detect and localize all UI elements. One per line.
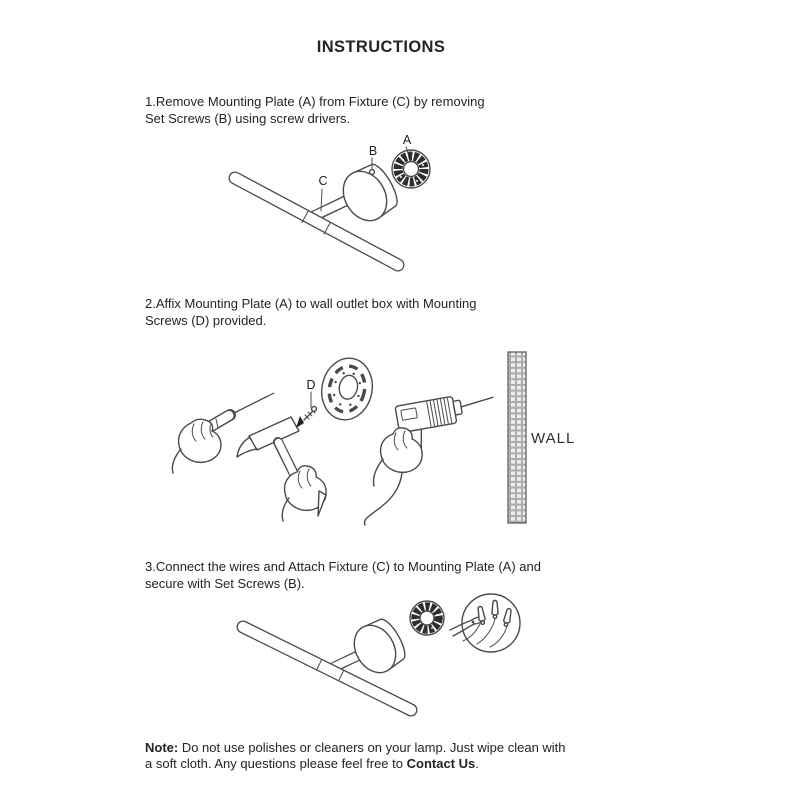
mounting-screw-callout	[296, 378, 316, 428]
note-line-2: a soft cloth. Any questions please feel free to Contact Us.	[145, 756, 479, 772]
step-2-text	[145, 296, 476, 329]
step-3-text	[145, 559, 541, 592]
step-2-line-2: Screws (D) provided.	[145, 312, 267, 328]
page-title: INSTRUCTIONS	[316, 38, 446, 56]
step-3-line-1: 3.Connect the wires and Attach Fixture (C) to Mounting Plate (A) and	[145, 559, 541, 574]
step-1-line-2: Set Screws (B) using screw drivers.	[145, 110, 351, 126]
label-d: D	[306, 378, 316, 392]
step-1-text	[145, 94, 485, 127]
label-b: B	[368, 144, 378, 158]
hammer-hand-drawing	[237, 417, 326, 521]
note-text	[145, 740, 566, 773]
step-2-line-1: 2.Affix Mounting Plate (A) to wall outlet box with Mounting	[145, 296, 477, 311]
mounting-plate-drawing	[410, 601, 444, 635]
label-c: C	[318, 174, 328, 188]
note-line-1: Note: Do not use polishes or cleaners on your lamp. Just wipe clean with	[145, 740, 566, 755]
step-3-diagram	[228, 592, 543, 724]
label-a: A	[402, 133, 412, 147]
drill-bit-drawing	[460, 397, 493, 407]
step-3-line-2: secure with Set Screws (B).	[145, 575, 305, 591]
arrow-icon	[296, 416, 304, 428]
contact-us-link[interactable]: Contact Us	[406, 756, 476, 772]
mounting-plate-drawing	[392, 150, 430, 188]
set-screw-drawing	[370, 170, 375, 175]
mounting-plate-drawing	[316, 353, 378, 424]
power-cord-drawing	[364, 473, 402, 525]
wall-drawing	[508, 352, 526, 523]
step-1-line-1: 1.Remove Mounting Plate (A) from Fixture (C) by removing	[145, 94, 485, 109]
step-1-diagram	[190, 126, 470, 284]
drill-hand-drawing	[364, 389, 500, 525]
wall-label: WALL	[531, 430, 576, 447]
note-label: Note:	[145, 740, 179, 755]
screw-drawing	[304, 407, 316, 420]
wire-connection-inset-drawing	[450, 594, 520, 652]
nail-drawing	[318, 491, 326, 516]
step-2-diagram	[150, 345, 580, 535]
canopy-drawing	[346, 614, 411, 680]
